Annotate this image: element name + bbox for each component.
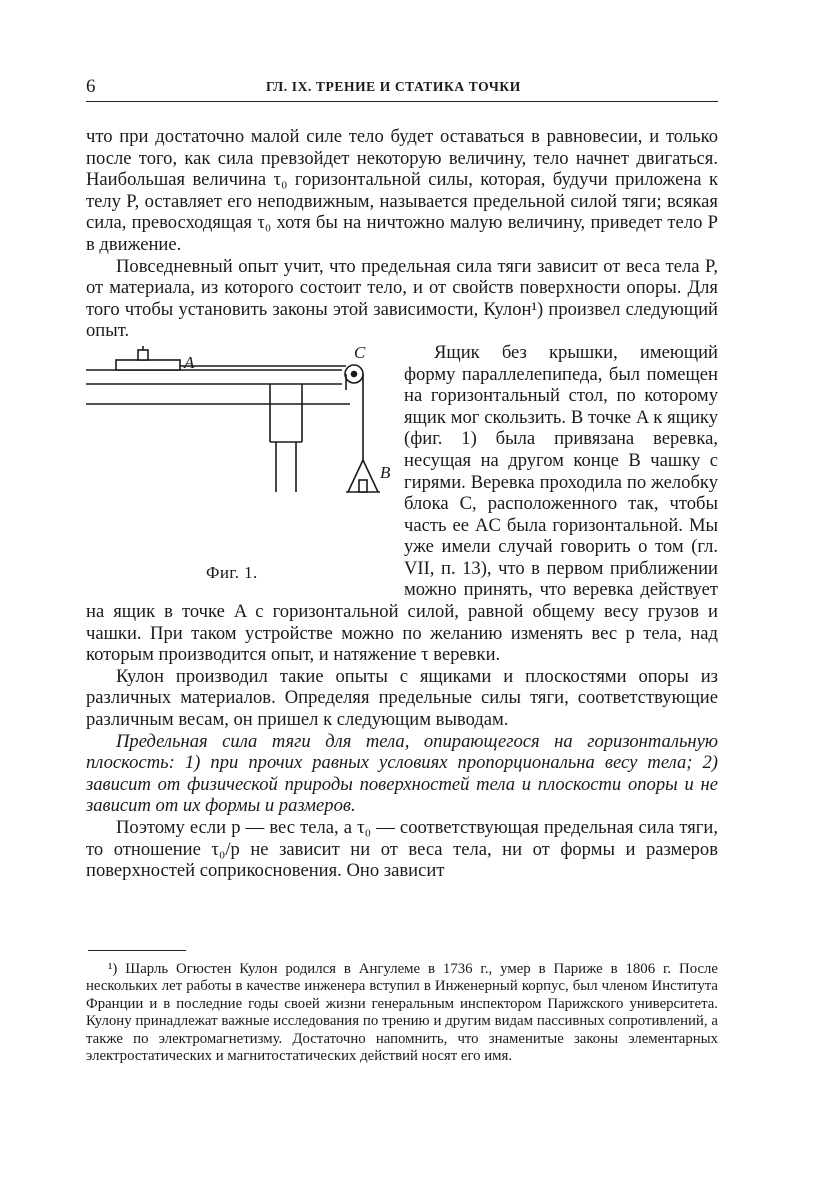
coulomb-apparatus-drawing [80, 342, 398, 588]
running-title: ГЛ. IX. ТРЕНИЕ И СТАТИКА ТОЧКИ [266, 79, 521, 94]
figure-caption: Фиг. 1. [206, 562, 258, 582]
paragraph-1: что при достаточно малой силе тело будет оставаться в равновесии, и только после того, как сила превзойдет некоторую величину, тело начнет двигаться. Наибольшая величина τ₀ горизонтальной силы, которая, будучи приложена к телу P, оставляет его неподвижным, называется предельной силой тяги; всякая сила, превосходящая τ₀ хотя бы на ничтожно малую величину, приведет тело P в движение. [86, 126, 718, 255]
header-rule [86, 101, 718, 102]
point-b-label: B [380, 462, 391, 482]
paragraph-6: Поэтому если p — вес тела, а τ₀ — соответствующая предельная сила тяги, то отношение τ₀/p не зависит ни от веса тела, ни от формы и размеров поверхностей соприкосновения. Оно зависит [86, 817, 718, 882]
page-header [86, 70, 718, 100]
paragraph-3: Ящик без крышки, имеющий форму параллелепипеда, был помещен на горизонтальный стол, по которому ящик мог скользить. В точке A к ящику (фиг. 1) была привязана веревка, несущая на другом конце B чашку с гирями. Веревка проходила по желобку блока C, расположенного так, чтобы часть ее AC была горизонтальной. Мы уже имели случай говорить о том (гл. VII, п. 13), что в первом приближении можно принять, что веревка действует на ящик в точке A с горизонтальной силой, равной общему весу грузов и чашки. При таком устройстве можно по желанию изменять вес p тела, над которым производится опыт, и натяжение τ веревки. [86, 341, 718, 666]
point-a-label: A [184, 352, 195, 372]
main-text [86, 126, 718, 882]
paragraph-2: Повседневный опыт учит, что предельная сила тяги зависит от веса тела P, от материала, из которого состоит тело, и от свойств поверхности опоры. Для того чтобы установить законы этой зависимости, Кулон¹) произвел следующий опыт. [86, 255, 718, 342]
point-c-label: C [354, 342, 366, 362]
coulomb-law-statement: Предельная сила тяги для тела, опирающегося на горизонтальную плоскость: 1) при прочих равных условиях пропорциональна весу тела; 2) зависит от физической природы поверхностей тела и плоскости опоры и не зависит от их формы и размеров. [86, 730, 718, 817]
page-number: 6 [86, 76, 96, 97]
paragraph-4: Кулон производил такие опыты с ящиками и плоскостями опоры из различных материалов. Определяя предельные силы тяги, соответствующие различным весам, он пришел к следующим выводам. [86, 665, 718, 731]
figure-1 [80, 342, 398, 588]
footnote-separator [88, 950, 186, 951]
footnotes [86, 961, 718, 1065]
footnote-1: ¹) Шарль Огюстен Кулон родился в Ангулеме в 1736 г., умер в Париже в 1806 г. После нескольких лет работы в качестве инженера вступил в Инженерный корпус, был членом Института Франции и в последние годы своей жизни генеральным инспектором Парижского университета. Кулону принадлежат важные исследования по трению и другим видам пассивных сопротивлений, а также по электромагнетизму. Достаточно напомнить, что знаменитые законы элементарных электростатических и магнитостатических действий носят его имя. [86, 961, 718, 1065]
